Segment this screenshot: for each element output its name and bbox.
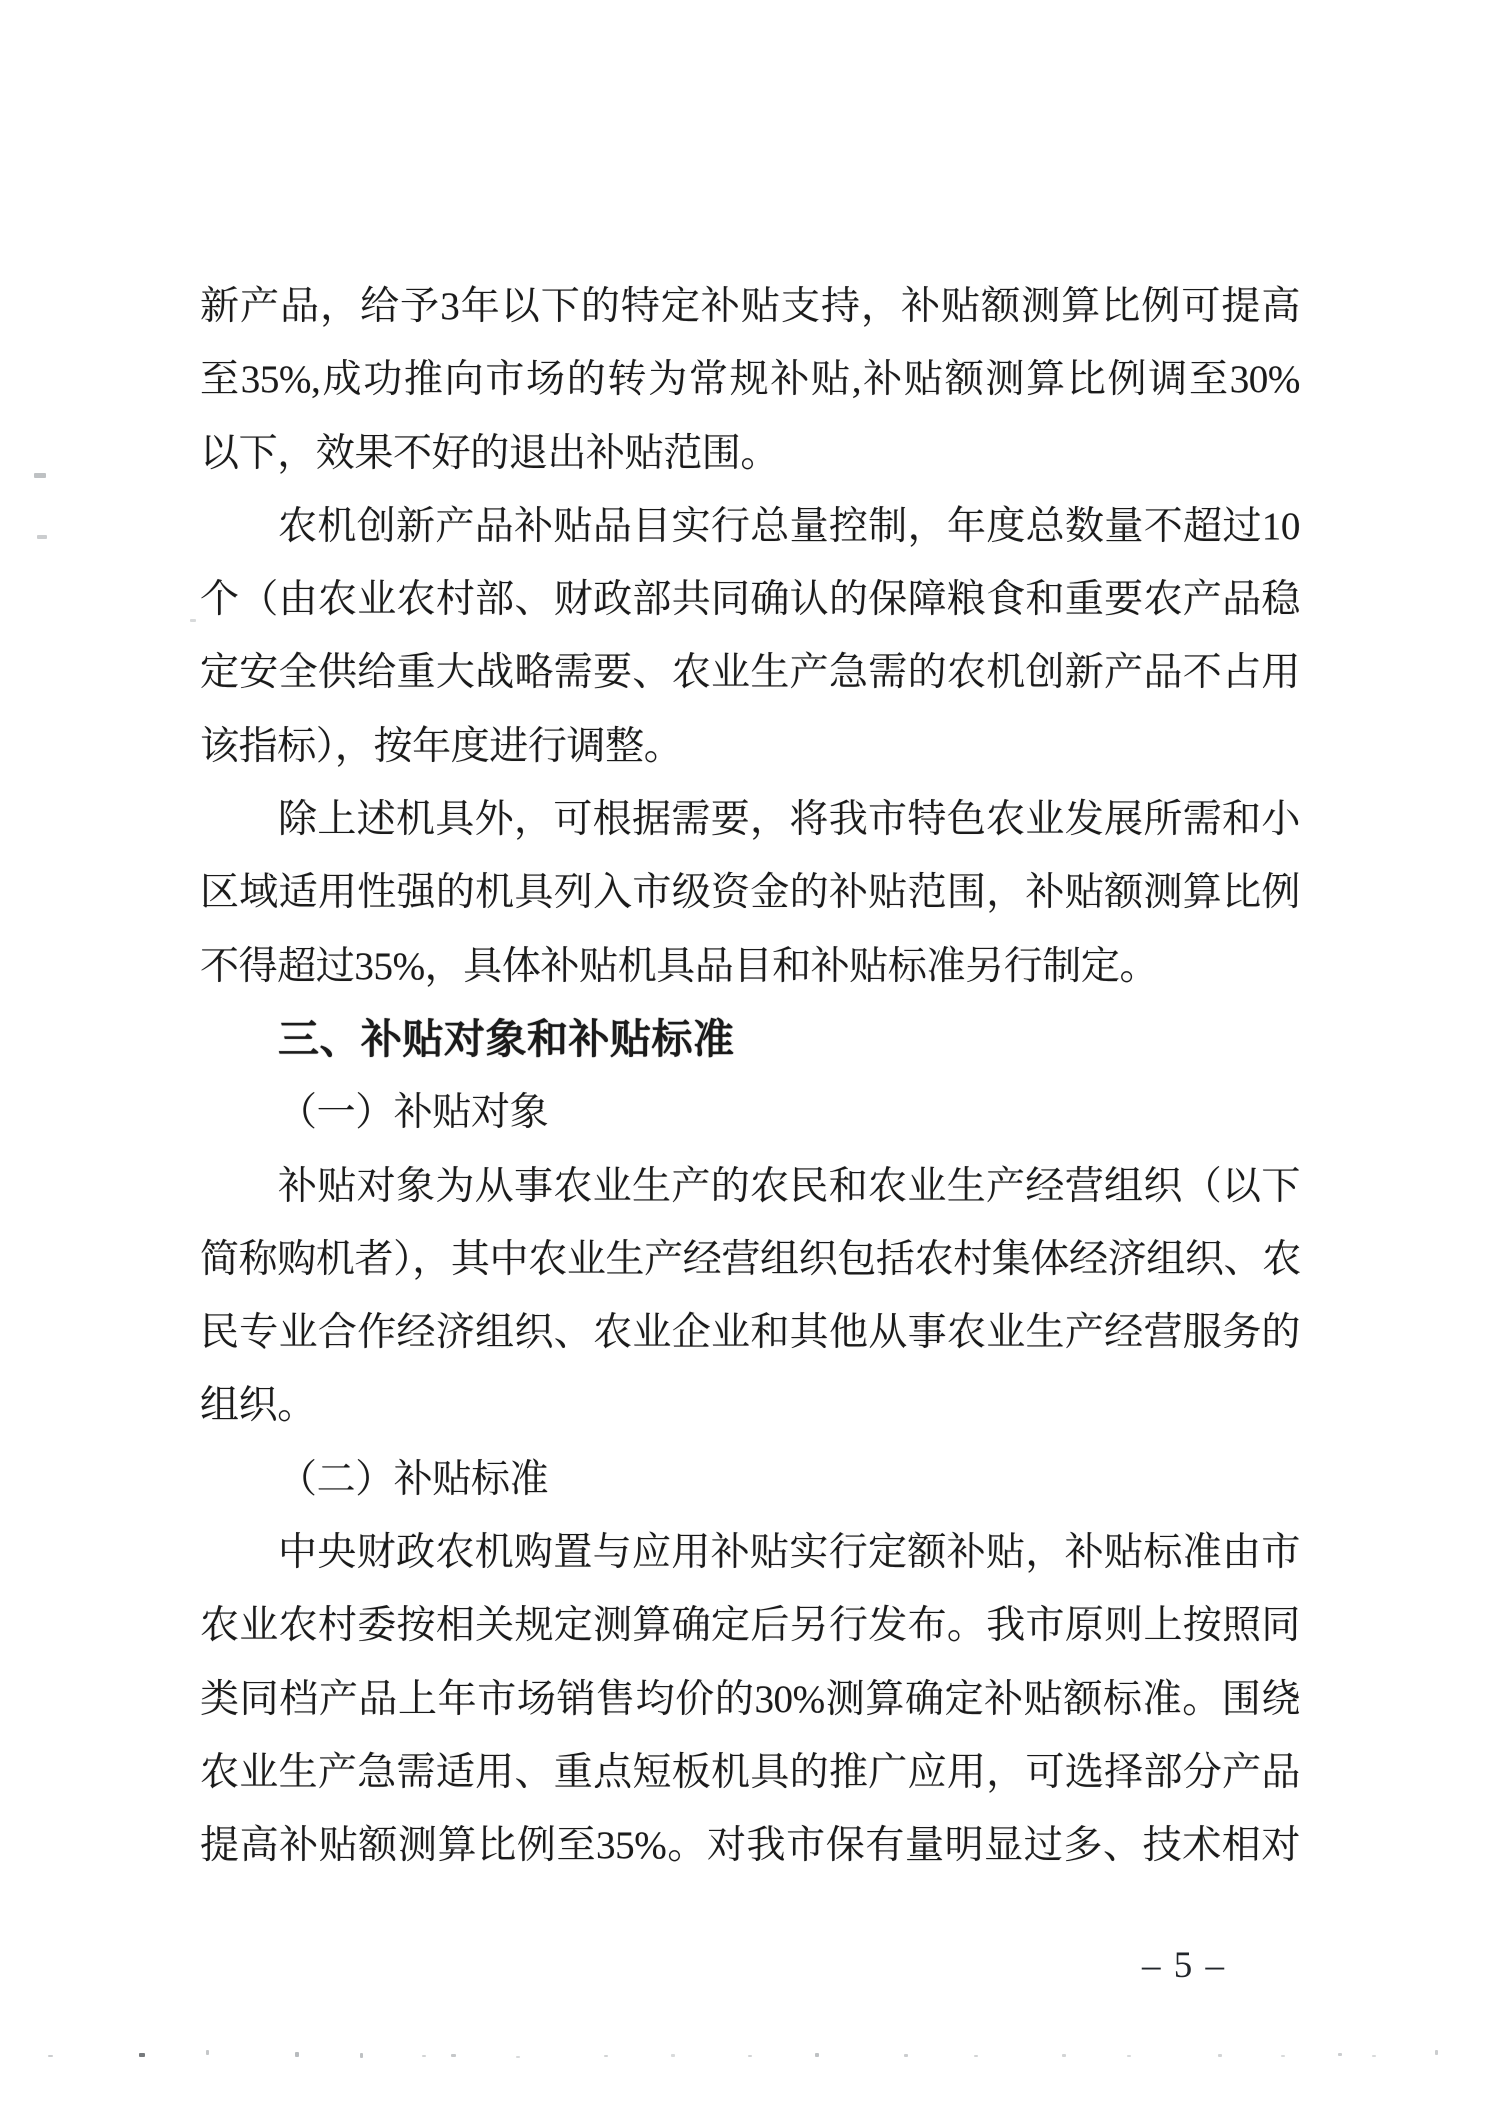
body-text-line: 农业农村委按相关规定测算确定后另行发布。我市原则上按照同 [200,1604,1300,1648]
body-text-line: 除上述机具外，可根据需要，将我市特色农业发展所需和小 [278,798,1300,842]
scan-artifact [516,2056,520,2058]
body-text-line: 中央财政农机购置与应用补贴实行定额补贴，补贴标准由市 [278,1531,1300,1575]
scan-artifact [1127,2055,1131,2057]
scan-artifact [1218,2054,1222,2057]
body-text-line: 民专业合作经济组织、农业企业和其他从事农业生产经营服务的 [200,1311,1300,1355]
body-text-line: 至35%,成功推向市场的转为常规补贴,补贴额测算比例调至30% [200,358,1300,402]
body-text-line: 农机创新产品补贴品目实行总量控制，年度总数量不超过10 [278,504,1300,548]
scan-artifact [1062,2054,1066,2057]
scan-artifact [748,2055,752,2057]
scan-artifact [1435,2050,1438,2055]
scan-artifact [48,2055,53,2057]
body-text-line: 提高补贴额测算比例至35%。对我市保有量明显过多、技术相对 [200,1824,1300,1868]
scan-artifact [34,473,46,478]
body-text-line: 个（由农业农村部、财政部共同确认的保障粮食和重要农产品稳 [200,578,1300,622]
scan-artifact [1372,2055,1376,2057]
scan-artifact [422,2055,426,2057]
scan-artifact [1281,2055,1285,2057]
scan-artifact [451,2054,456,2057]
document-text-block [200,270,1300,1883]
section-heading: 三、补贴对象和补贴标准 [278,1015,735,1062]
page-number: – 5 – [1142,1945,1226,1986]
subsection-heading: （二）补贴标准 [278,1457,549,1501]
body-text-line: 以下，效果不好的退出补贴范围。 [200,431,780,475]
scan-artifact [139,2053,145,2057]
scan-artifact [1338,2053,1342,2056]
scan-artifact [37,535,47,539]
subsection-heading: （一）补贴对象 [278,1091,549,1135]
body-text-line: 不得超过35%，具体补贴机具品目和补贴标准另行制定。 [200,944,1159,988]
body-text-line: 农业生产急需适用、重点短板机具的推广应用，可选择部分产品 [200,1750,1300,1794]
scan-artifact [604,2055,608,2057]
scan-artifact [206,2050,209,2055]
scan-artifact [671,2054,675,2057]
body-text-line: 新产品，给予3年以下的特定补贴支持，补贴额测算比例可提高 [200,285,1300,328]
body-text-line: 区域适用性强的机具列入市级资金的补贴范围，补贴额测算比例 [200,871,1300,915]
scan-artifact [904,2054,908,2057]
body-text-line: 类同档产品上年市场销售均价的30%测算确定补贴额标准。围绕 [200,1677,1300,1721]
scan-artifact [815,2053,819,2057]
body-text-line: 补贴对象为从事农业生产的农民和农业生产经营组织（以下 [278,1164,1300,1208]
scan-artifact [295,2052,299,2057]
scan-artifact [190,619,196,622]
body-text-line: 简称购机者），其中农业生产经营组织包括农村集体经济组织、农 [200,1237,1300,1281]
body-text-line: 该指标），按年度进行调整。 [200,724,683,768]
scan-artifact [360,2053,363,2058]
scan-artifact [974,2055,978,2057]
body-text-line: 定安全供给重大战略需要、农业生产急需的农机创新产品不占用 [200,651,1300,695]
body-text-line: 组织。 [200,1384,316,1428]
